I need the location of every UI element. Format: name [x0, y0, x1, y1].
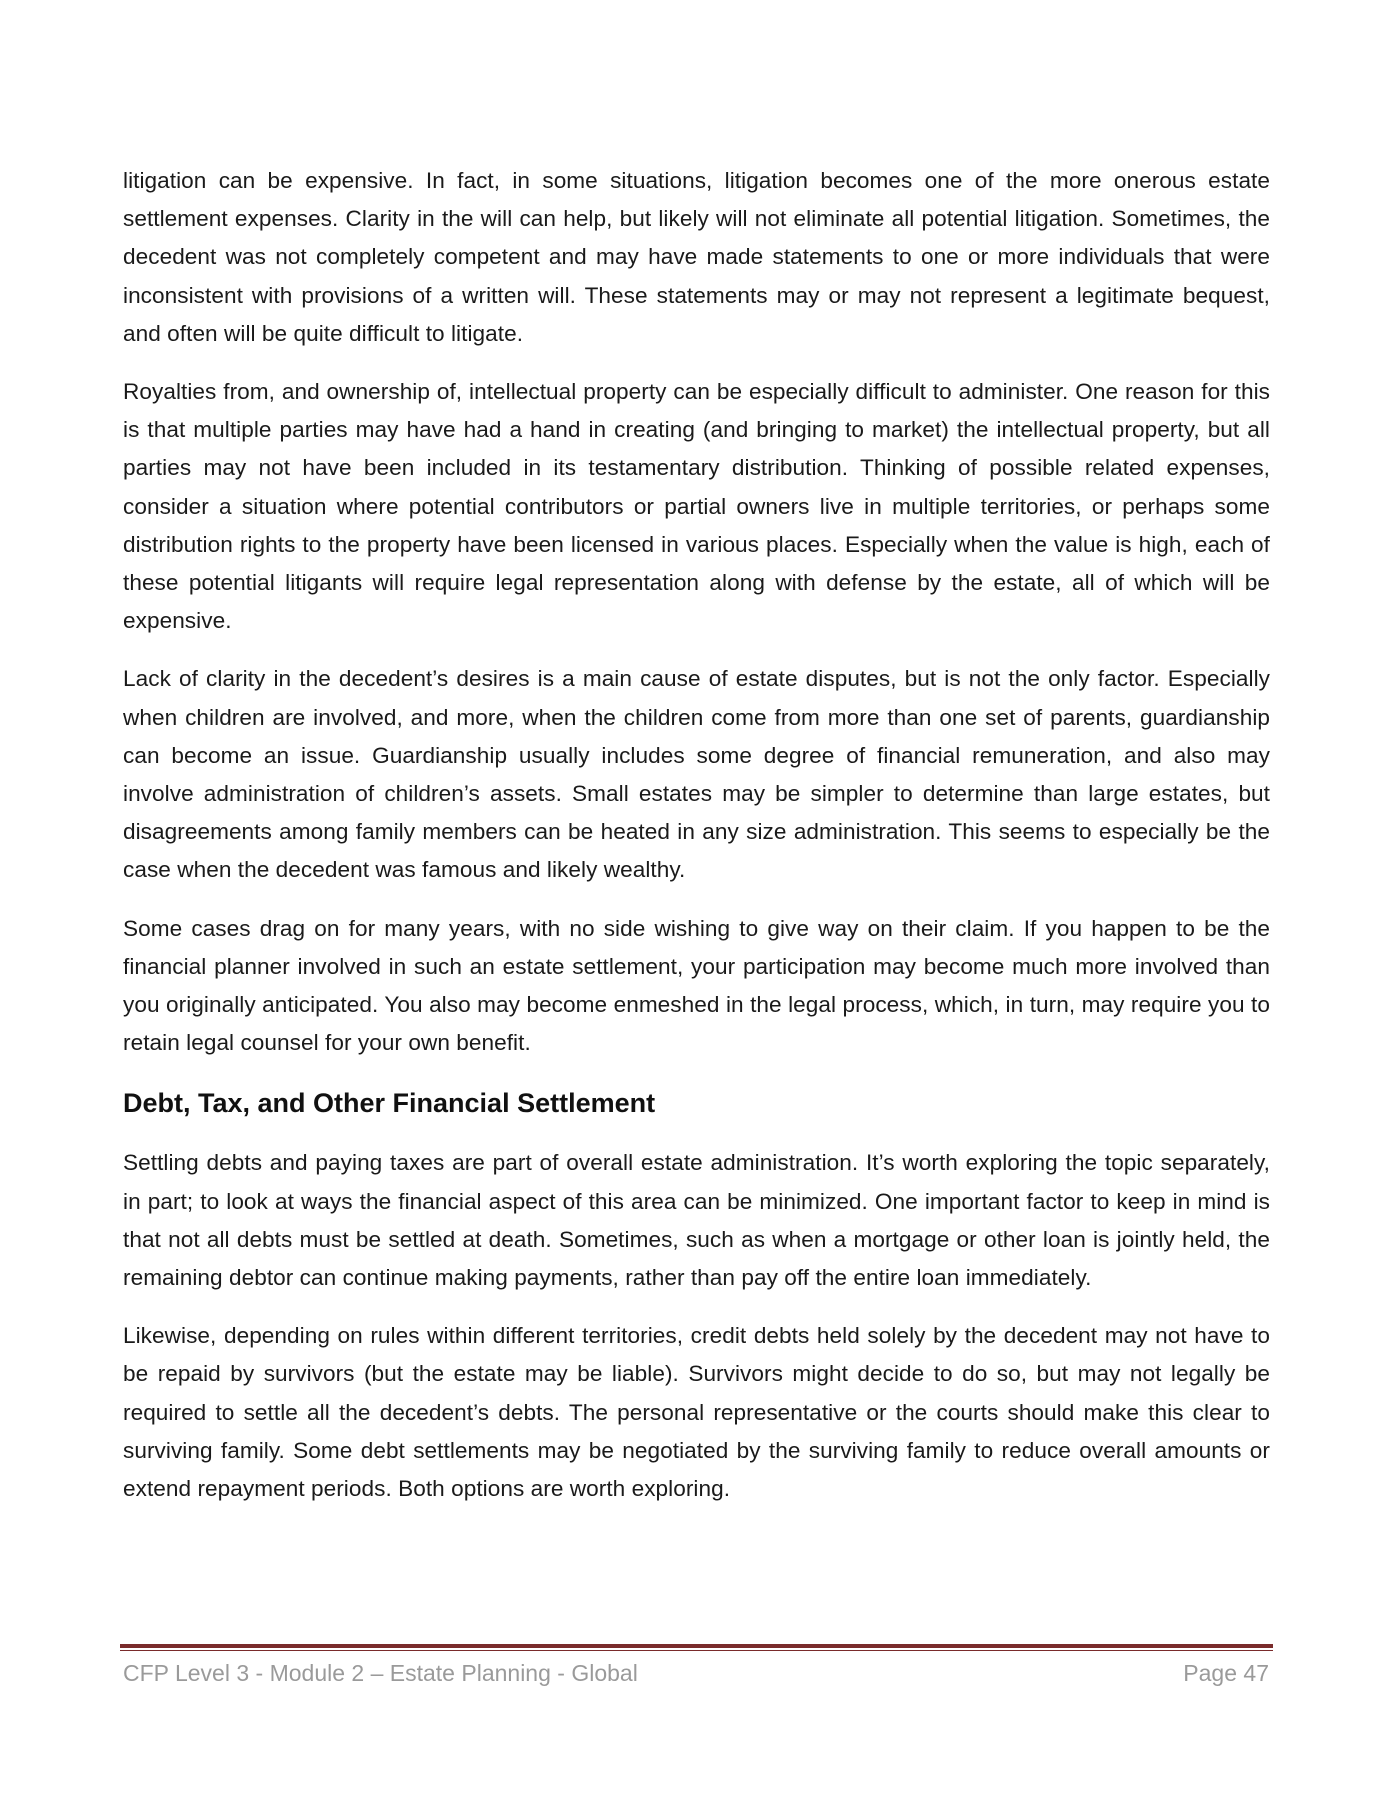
- footer-divider: [120, 1644, 1273, 1651]
- page-body: [123, 162, 1270, 1528]
- body-paragraph: litigation can be expensive. In fact, in some situations, litigation becomes one of the more onerous estate settlement expenses. Clarity in the will can help, but likely will not eliminate all potential litigation. Sometimes, the decedent was not completely competent and may have made statements to one or more individuals that were inconsistent with provisions of a written will. These statements may or may not represent a legitimate bequest, and often will be quite difficult to litigate.: [123, 168, 1270, 346]
- footer-divider-thin: [120, 1650, 1273, 1651]
- body-paragraph: Royalties from, and ownership of, intellectual property can be especially difficult to administer. One reason for this is that multiple parties may have had a hand in creating (and bringing to market) the intellectual property, but all parties may not have been included in its testamentary distribution. Thinking of possible related expenses, consider a situation where potential contributors or partial owners live in multiple territories, or perhaps some distribution rights to the property have been licensed in various places. Especially when the value is high, each of these potential litigants will require legal representation along with defense by the estate, all of which will be expensive.: [123, 379, 1270, 634]
- footer-page-number: Page 47: [1183, 1660, 1269, 1686]
- body-paragraph: Settling debts and paying taxes are part of overall estate administration. It’s worth exploring the topic separately, in part; to look at ways the financial aspect of this area can be minimized. One important factor to keep in mind is that not all debts must be settled at death. Sometimes, such as when a mortgage or other loan is jointly held, the remaining debtor can continue making payments, rather than pay off the entire loan immediately.: [123, 1150, 1270, 1291]
- footer-course-title: CFP Level 3 - Module 2 – Estate Planning - Global: [123, 1660, 638, 1686]
- section-heading: Debt, Tax, and Other Financial Settlement: [123, 1088, 656, 1119]
- body-paragraph: Some cases drag on for many years, with no side wishing to give way on their claim. If you happen to be the financial planner involved in such an estate settlement, your participation may become much more involved than you originally anticipated. You also may become enmeshed in the legal process, which, in turn, may require you to retain legal counsel for your own benefit.: [123, 915, 1270, 1056]
- body-paragraph: Likewise, depending on rules within different territories, credit debts held solely by the decedent may not have to be repaid by survivors (but the estate may be liable). Survivors might decide to do so, but may not legally be required to settle all the decedent’s debts. The personal representative or the courts should make this clear to surviving family. Some debt settlements may be negotiated by the surviving family to reduce overall amounts or extend repayment periods. Both options are worth exploring.: [123, 1323, 1270, 1502]
- footer-divider-thick: [120, 1644, 1273, 1648]
- body-paragraph: Lack of clarity in the decedent’s desires is a main cause of estate disputes, but is not the only factor. Especially when children are involved, and more, when the children come from more than one set of parents, guardianship can become an issue. Guardianship usually includes some degree of financial remuneration, and also may involve administration of children’s assets. Small estates may be simpler to determine than large estates, but disagreements among family members can be heated in any size administration. This seems to especially be the case when the decedent was famous and likely wealthy.: [123, 666, 1270, 883]
